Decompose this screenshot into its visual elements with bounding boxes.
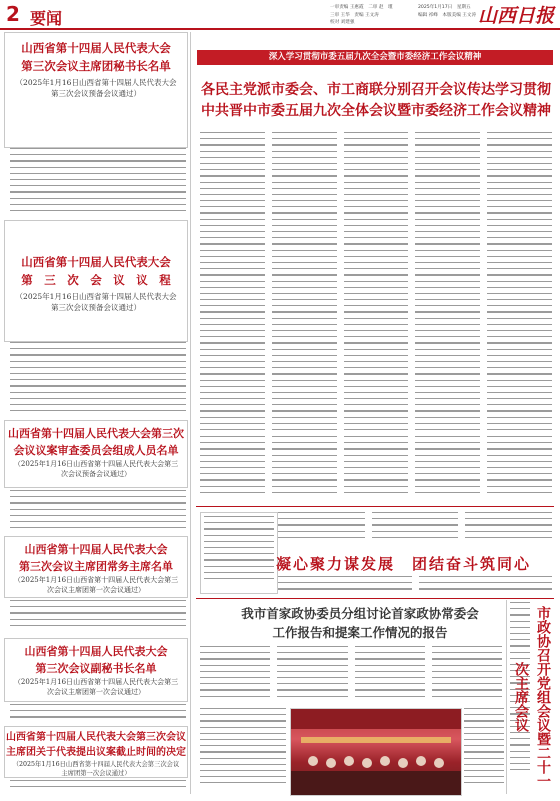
article-title-line: 山西省第十四届人民代表大会 [24,645,168,658]
article-title-line: 会议议案审查委员会组成人员名单 [13,444,179,457]
article-body-text [10,704,186,724]
body-column [415,132,480,432]
article-body-text [10,148,186,218]
article-title-line: 山西省第十四届人民代表大会第三次 [8,427,184,440]
article-subtitle: （2025年1月16日山西省第十四届人民代表大会第三次会议主席团第一次会议通过） [13,576,179,594]
newspaper-logo: 山西日报 [477,5,554,27]
article-title-line: 第三次会议副秘书长名单 [35,662,157,675]
article-subtitle: （2025年1月16日山西省第十四届人民代表大会第三次会议预备会议通过） [15,78,177,98]
article-executive-chairs-list [4,536,188,598]
article-body-text [10,490,186,532]
section-divider [196,598,554,599]
header-date: 2025年1月17日 星期五 [418,5,471,10]
article-secretary-general-list [4,32,188,148]
middle-text [278,576,552,596]
bottom-article-body [200,646,502,706]
article-title-line: 山西省第十四届人民代表大会 [21,255,171,269]
body-column [272,132,337,432]
article-title-line: 第三次会议主席团常务主席名单 [19,560,173,573]
middle-text [278,512,552,546]
header-editors: 一审责编 王惠霞 二审 赵 瑾 [330,5,393,10]
article-agenda [4,220,188,342]
meeting-photo-graphic [291,709,461,795]
article-subtitle: （2025年1月16日山西省第十四届人民代表大会第三次会议主席团第一次会议通过） [13,678,179,696]
body-column [487,132,552,432]
photo-caption-box [200,512,278,594]
body-column [200,132,265,432]
title-line: 我市首家政协委员分组讨论首家政协常委会 [241,606,479,621]
meeting-photo [290,708,462,796]
article-title-line: 第三次会议主席团秘书长名单 [21,59,171,73]
main-article-continued [200,436,552,500]
headline-line: 各民主党派市委会、市工商联分别召开会议传达学习贯彻 [201,82,551,98]
article-title-line: 山西省第十四届人民代表大会 [24,543,168,556]
main-article-body [200,132,552,432]
article-deputy-secretary-list [4,638,188,702]
side-article-title: 市政协召开党组会议暨二十一次主席会议 [513,606,551,788]
article-subtitle: （2025年1月16日山西省第十四届人民代表大会第三次会议预备会议通过） [13,460,179,478]
page-section-name: 要闻 [30,9,63,28]
topic-banner: 深入学习贯彻市委五届九次全会暨市委经济工作会议精神 [197,50,553,65]
article-subtitle: （2025年1月16日山西省第十四届人民代表大会第三次会议预备会议通过） [15,292,177,312]
bottom-article-body [200,708,286,794]
article-body-text [10,780,186,794]
article-title-line: 山西省第十四届人民代表大会 [21,41,171,55]
header-edition: 编辑 祁峰 本版美编 王文涛 [418,13,477,18]
article-body-text [10,342,186,416]
article-title-line: 第 三 次 会 议 议 程 [21,273,171,287]
photo-caption [464,708,504,794]
article-title-line: 山西省第十四届人民代表大会第三次会议 [6,732,186,743]
left-column [4,32,191,794]
main-headline [200,80,552,122]
section-slogan: 凝心聚力谋发展 团结奋斗筑同心 [276,555,532,573]
article-body-text [10,600,186,634]
section-divider [196,506,554,507]
article-title-line: 主席团关于代表提出议案截止时间的决定 [6,747,186,758]
header-editors2: 三审 王华 责编 王文涛 [330,13,379,18]
article-motion-deadline-decision [4,726,188,778]
body-column [344,132,409,432]
title-line: 工作报告和提案工作情况的报告 [272,625,448,640]
page-number: 2 [6,2,20,26]
column-divider [506,600,507,794]
headline-line: 中共晋中市委五届九次全体会议暨市委经济工作会议精神 [201,103,551,119]
header-proofread: 校对 刘建强 [330,20,355,25]
article-motion-review-committee [4,420,188,488]
article-subtitle: （2025年1月16日山西省第十四届人民代表大会第三次会议主席团第一次会议通过） [12,761,180,777]
bottom-article-title [215,604,505,642]
